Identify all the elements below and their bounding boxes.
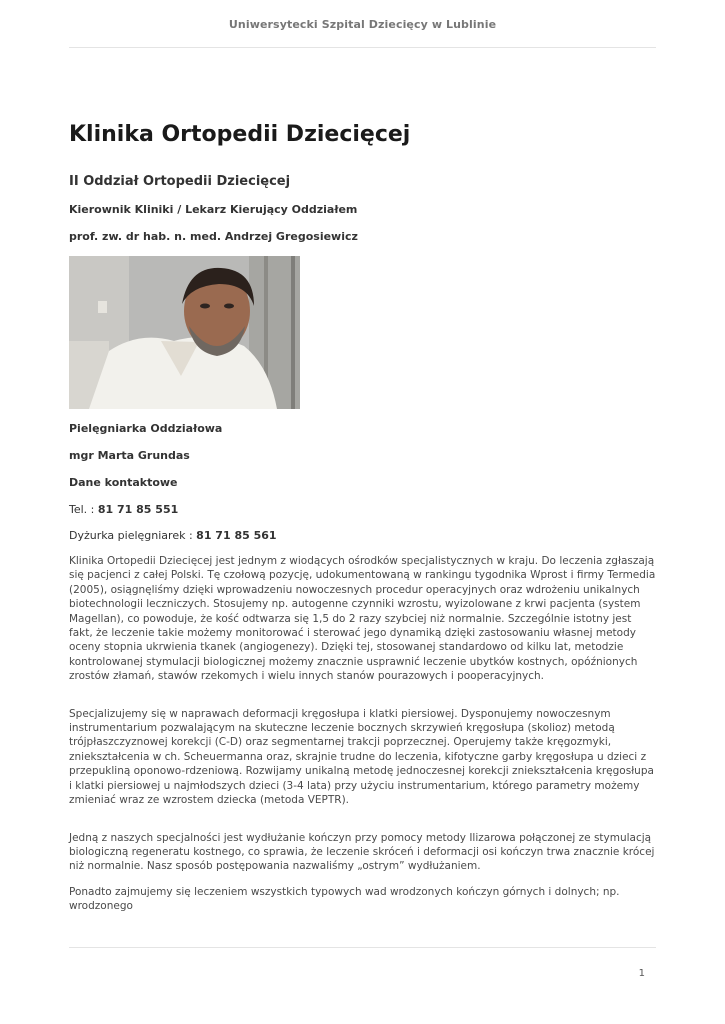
document-body <box>69 118 657 914</box>
duty-phone-label: Dyżurka pielęgniarek : <box>69 529 197 542</box>
header-divider <box>69 47 656 48</box>
ward-subtitle: II Oddział Ortopedii Dziecięcej <box>69 174 291 189</box>
head-portrait-photo <box>69 256 300 409</box>
head-role: Kierownik Kliniki / Lekarz Kierujący Oddziałem <box>69 203 358 216</box>
phone-line <box>69 502 657 518</box>
document-header: Uniwersytecki Szpital Dziecięcy w Lublinie <box>228 18 497 31</box>
phone-number: 81 71 85 551 <box>97 503 179 516</box>
nurse-role: Pielęgniarka Oddziałowa <box>69 422 223 435</box>
paragraph-spine: Specjalizujemy się w naprawach deformacji kręgosłupa i klatki piersiowej. Dysponujemy nowoczesnym instrumentarium pozwalającym na skuteczne leczenie bocznych skrzywień kręgosłupa (skolioz) metodą trójpłaszczyznowej korekcji (C-D) oraz segmentarnej trakcji poprzecznej. Operujemy także kręgozmyki, zniekształcenia w ch. Scheuermanna oraz, skrajnie trudne do leczenia, kifotyczne garby kręgosłupa u dzieci z przepukliną oponowo-rdzeniową. Rozwijamy unikalną metodę jednoczesnej korekcji zniekształcenia kręgosłupa i klatki piersiowej u najmłodszych dzieci (3-4 lata) przy użyciu instrumentarium, którego parametry możemy zmieniać wraz ze wzrostem dziecka (metoda VEPTR). <box>69 707 654 807</box>
duty-phone-number: 81 71 85 561 <box>196 529 277 542</box>
nurse-name: mgr Marta Grundas <box>69 449 190 462</box>
footer-divider <box>69 947 656 948</box>
paragraph-limb-lengthening: Jedną z naszych specjalności jest wydłużanie kończyn przy pomocy metody Ilizarowa połączonej ze stymulacją biologiczną regeneratu kostnego, co sprawia, że leczenie skróceń i deformacji osi kończyn trwa znacznie krócej niż normalnie. Nasz sposób postępowania nazwaliśmy „ostrym” wydłużaniem. <box>69 831 655 873</box>
contact-heading: Dane kontaktowe <box>69 476 178 489</box>
duty-phone-line <box>69 528 657 544</box>
page-number: 1 <box>638 968 645 979</box>
phone-label: Tel. : <box>69 503 98 516</box>
page-title: Klinika Ortopedii Dziecięcej <box>69 122 411 147</box>
paragraph-congenital: Ponadto zajmujemy się leczeniem wszystkich typowych wad wrodzonych kończyn górnych i dolnych; np. wrodzonego <box>69 885 620 913</box>
paragraph-intro: Klinika Ortopedii Dziecięcej jest jednym z wiodących ośrodków specjalistycznych w kraju. Do leczenia zgłaszają się pacjenci z całej Polski. Tę czołową pozycję, udokumentowaną w rankingu tygodnika Wprost i firmy Termedia (2005), osiągnęliśmy dzięki wprowadzeniu nowoczesnych procedur operacyjnych oraz wdrożeniu unikalnych biotechnologii leczniczych. Stosujemy np. autogenne czynniki wzrostu, wyizolowane z krwi pacjenta (system Magellan), co powoduje, że kość odtwarza się 1,5 do 2 razy szybciej niż normalnie. Szczególnie istotny jest fakt, że leczenie takie możemy monitorować i sterować jego dynamiką dzięki zastosowaniu własnej metody oceny stopnia ukrwienia tkanek (angiogenezy). Dzięki tej, stosowanej standardowo od kilku lat, metodzie kontrolowanej stymulacji biologicznej możemy znacznie usprawnić leczenie ubytków kostnych, opóźnionych zrostów złamań, stawów rzekomych i wielu innych stanów pourazowych i pooperacyjnych. <box>69 555 656 683</box>
head-name: prof. zw. dr hab. n. med. Andrzej Gregosiewicz <box>69 230 358 243</box>
